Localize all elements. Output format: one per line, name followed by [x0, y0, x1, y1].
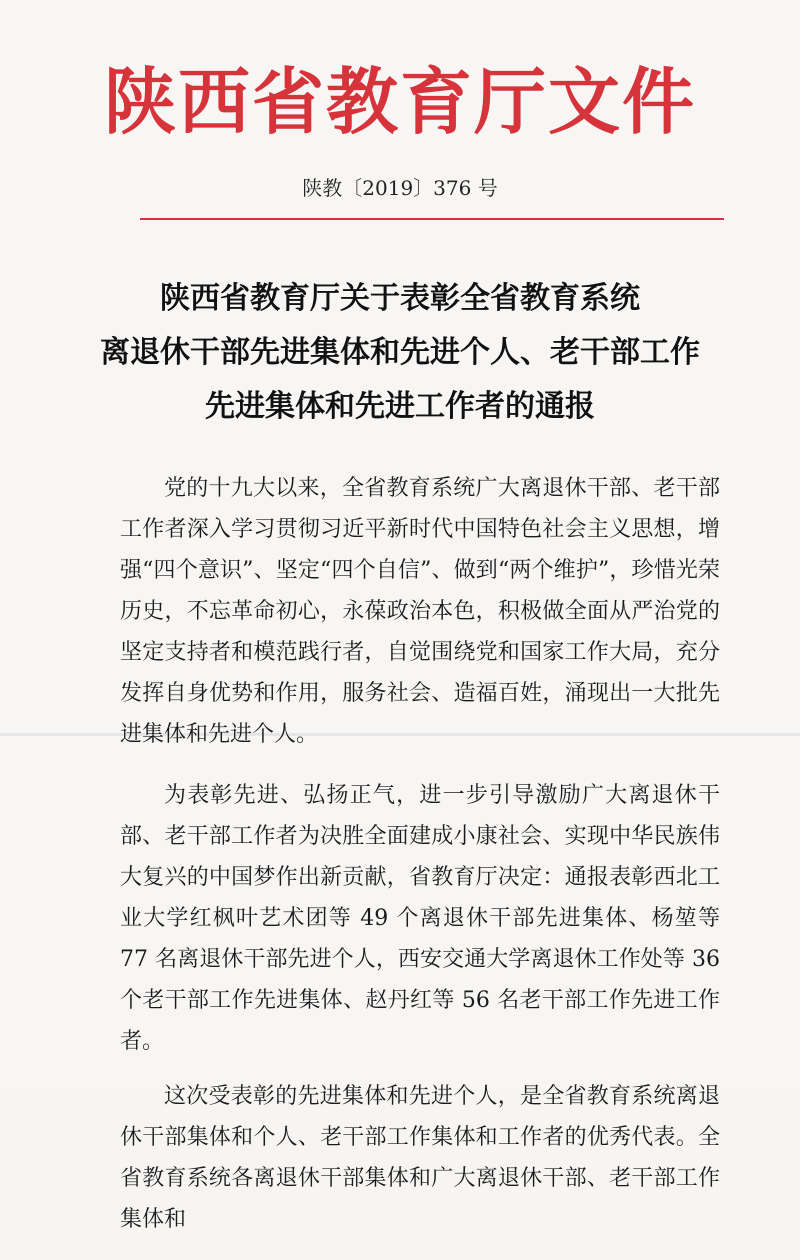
notice-title-line-1: 陕西省教育厅关于表彰全省教育系统: [160, 281, 640, 316]
notice-title-line-3: 先进集体和先进工作者的通报: [205, 389, 595, 424]
document-number: 陕教〔2019〕376 号: [302, 176, 498, 200]
body-paragraph-2: 为表彰先进、弘扬正气，进一步引导激励广大离退休干部、老干部工作者为决胜全面建成小康社会、实现中华民族伟大复兴的中国梦作出新贡献，省教育厅决定：通报表彰西北工业大学红枫叶艺术团等 49 个离退休干部先进集体、杨堃等 77 名离退休干部先进个人，西安交通大学离退休工作处等 36 个老干部工作先进集体、赵丹红等 56 名老干部工作先进工作者。: [120, 783, 720, 1054]
notice-title-line-2: 离退休干部先进集体和先进个人、老干部工作: [100, 335, 700, 370]
notice-title: [0, 272, 800, 434]
document-body: [120, 468, 720, 1260]
body-paragraph-3: 这次受表彰的先进集体和先进个人，是全省教育系统离退休干部集体和个人、老干部工作集体和工作者的优秀代表。全省教育系统各离退休干部集体和广大离退休干部、老干部工作集体和: [120, 1084, 720, 1232]
body-paragraph-1: 党的十九大以来，全省教育系统广大离退休干部、老干部工作者深入学习贯彻习近平新时代中国特色社会主义思想，增强“四个意识”、坚定“四个自信”、做到“两个维护”，珍惜光荣历史，不忘革命初心，永葆政治本色，积极做全面从严治党的坚定支持者和模范践行者，自觉围绕党和国家工作大局，充分发挥自身优势和作用，服务社会、造福百姓，涌现出一大批先进集体和先进个人。: [120, 476, 720, 747]
header-red-divider: [140, 218, 724, 220]
document-header-title: 陕西省教育厅文件: [103, 59, 696, 144]
